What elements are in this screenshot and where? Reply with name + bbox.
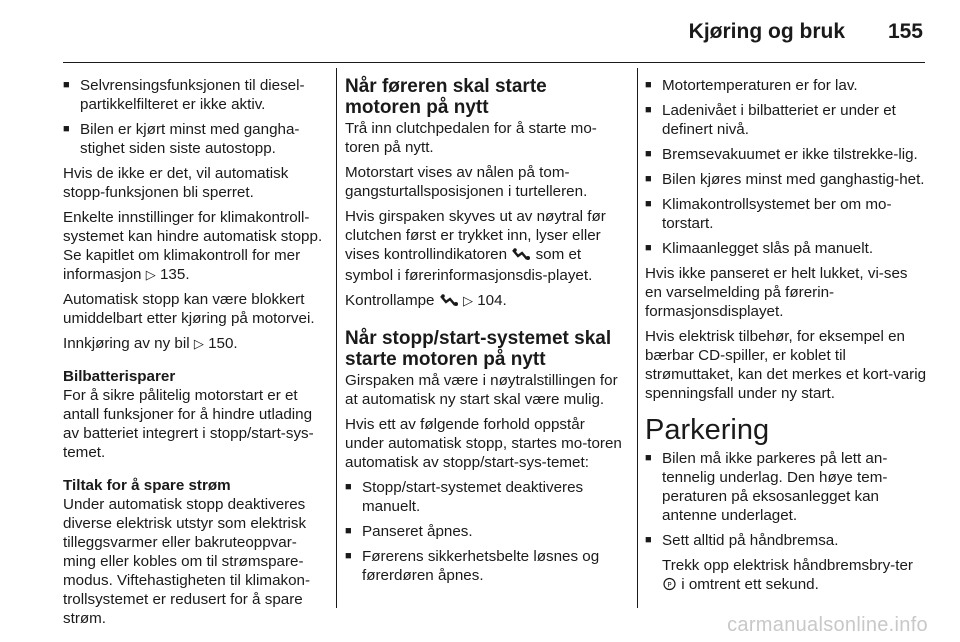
column-right (645, 76, 927, 602)
list-item: ■ Stopp/start-systemet deaktiveres manuelt. (345, 478, 625, 516)
page-ref-arrow-icon[interactable]: ▷ (193, 336, 204, 351)
paragraph (63, 334, 325, 353)
paragraph: Trå inn clutchpedalen for å starte mo-toren på nytt. (345, 120, 597, 156)
paragraph (63, 208, 325, 284)
autostop-indicator-icon (439, 293, 459, 312)
svg-text:P: P (667, 581, 672, 589)
page-ref-link[interactable]: 150. (208, 335, 238, 352)
list-item-detail (645, 556, 927, 596)
list-item: ■ Motortemperaturen er for lav. (645, 76, 927, 95)
header-rule (63, 62, 925, 63)
paragraph: Hvis de ikke er det, vil automatisk stopp-funksjonen bli sperret. (63, 165, 289, 201)
paragraph: Girspaken må være i nøytralstillingen for at automatisk ny start skal være mulig. (345, 372, 618, 408)
autostop-indicator-icon (511, 247, 531, 266)
page-ref-link[interactable]: 104. (477, 292, 507, 309)
paragraph: Hvis elektrisk tilbehør, for eksempel en bærbar CD-spiller, er koblet til strømuttaket, kan det merkes et kort-varig spenningsfall under ny start. (645, 328, 927, 402)
list-item: ■ Sett alltid på håndbremsa. (645, 531, 927, 550)
chapter-title: Kjøring og bruk (688, 20, 845, 43)
paragraph-text: Hvis girspaken skyves ut av nøytral før clutchen først er trykket inn, lyser eller vises kontrollindikatoren (345, 208, 606, 263)
paragraph: For å sikre pålitelig motorstart er et antall funksjoner for å hindre utlading av batteriet integrert i stopp/start-sys-temet. (63, 387, 314, 461)
page-header (63, 18, 923, 48)
paragraph-text: i omtrent ett sekund. (681, 576, 819, 593)
paragraph: Under automatisk stopp deaktiveres diverse elektrisk utstyr som elektrisk tilleggsvarmer eller bakruteoppvar-ming eller kobles om til strømspare-modus. Viftehastigheten til klimakon-trollsystemet er redusert for å spare strøm. (63, 496, 311, 627)
list-item: ■ Klimakontrollsystemet ber om mo-torstart. (645, 195, 927, 233)
watermark: carmanualsonline.info (727, 614, 928, 636)
paragraph: Hvis ett av følgende forhold oppstår under automatisk stopp, startes mo-toren automatisk av stopp/start-sys-temet: (345, 416, 622, 471)
column-divider (336, 68, 337, 608)
paragraph-text: som et symbol i førerinformasjonsdis-playet. (345, 246, 593, 284)
column-divider (637, 68, 638, 608)
column-middle (345, 76, 625, 591)
paragraph-text: Innkjøring av ny bil (63, 335, 190, 352)
list-item: ■ Ladenivået i bilbatteriet er under et definert nivå. (645, 101, 927, 139)
section-subheading: Bilbatterisparer (63, 368, 176, 385)
list-item: ■ Panseret åpnes. (345, 522, 625, 541)
page-number: 155 (887, 20, 923, 43)
paragraph: Automatisk stopp kan være blokkert umiddelbart etter kjøring på motorvei. (63, 291, 315, 327)
list-item: ■ Bremsevakuumet er ikke tilstrekke-lig. (645, 145, 927, 164)
column-left (63, 76, 325, 634)
list-item: ■ Bilen må ikke parkeres på lett an-tennelig underlag. Den høye tem-peraturen på eksosanlegget kan antenne underlaget. (645, 449, 927, 525)
paragraph-text: Trekk opp elektrisk håndbremsbry-ter (662, 557, 913, 574)
page-ref-arrow-icon[interactable]: ▷ (462, 293, 473, 308)
section-heading: Når stopp/start-systemet skal starte motoren på nytt (345, 328, 612, 370)
paragraph (345, 291, 625, 312)
list-item: ■ Bilen er kjørt minst med gangha-stighet siden siste autostopp. (63, 120, 325, 158)
list-item: ■ Selvrensingsfunksjonen til diesel-partikkelfilteret er ikke aktiv. (63, 76, 325, 114)
chapter-heading: Parkering (645, 414, 770, 446)
section-subheading: Tiltak for å spare strøm (63, 477, 231, 494)
paragraph (345, 207, 625, 285)
parking-brake-icon (662, 577, 677, 596)
paragraph-text: Kontrollampe (345, 292, 435, 309)
list-item: ■ Bilen kjøres minst med ganghastig-het. (645, 170, 927, 189)
list-item: ■ Klimaanlegget slås på manuelt. (645, 239, 927, 258)
paragraph: Motorstart vises av nålen på tom-gangsturtallsposisjonen i turtelleren. (345, 164, 588, 200)
paragraph: Hvis ikke panseret er helt lukket, vi-ses en varselmelding på førerin-formasjonsdisplayet. (645, 265, 908, 320)
list-item: ■ Førerens sikkerhetsbelte løsnes og førerdøren åpnes. (345, 547, 625, 585)
page-ref-link[interactable]: 135. (159, 266, 190, 283)
page-ref-arrow-icon[interactable]: ▷ (145, 267, 156, 282)
section-heading: Når føreren skal starte motoren på nytt (345, 76, 547, 118)
paragraph-text: Enkelte innstillinger for klimakontroll-systemet kan hindre automatisk stopp. Se kapitlet om klimakontroll for mer informasjon (63, 209, 323, 283)
